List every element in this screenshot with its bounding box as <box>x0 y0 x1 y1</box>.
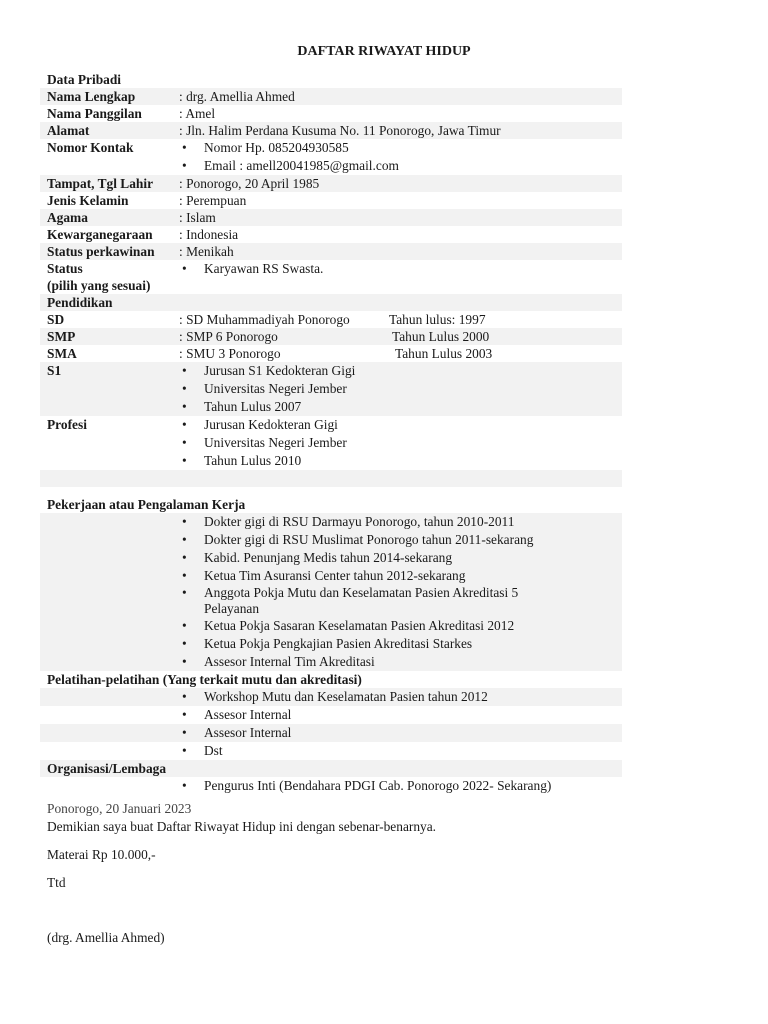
row-jenis-kelamin <box>40 192 622 209</box>
list-item: • Karyawan RS Swasta. <box>179 260 622 278</box>
list-item: • Ketua Pokja Pengkajian Pasien Akreditasi Starkes <box>179 635 622 653</box>
year: Tahun Lulus 2000 <box>392 329 490 344</box>
list-item: • Ketua Pokja Sasaran Keselamatan Pasien Akreditasi 2012 <box>179 617 622 635</box>
label: SD <box>47 312 65 327</box>
value: : SD Muhammadiyah Ponorogo <box>179 312 350 327</box>
list-item: • Anggota Pokja Mutu dan Keselamatan Pasien Akreditasi 5 Pelayanan <box>179 585 622 617</box>
list-item: • Email : amell20041985@gmail.com <box>179 157 622 175</box>
label: Jenis Kelamin <box>47 193 129 208</box>
label: Nama Lengkap <box>47 89 136 104</box>
list-item: • Universitas Negeri Jember <box>179 434 622 452</box>
label: Agama <box>47 210 88 225</box>
list-item: • Tahun Lulus 2007 <box>179 398 622 416</box>
section-heading-data-pribadi: Data Pribadi <box>47 72 122 87</box>
row-sd <box>40 311 622 328</box>
year: Tahun Lulus 2003 <box>395 346 493 361</box>
row-pelatihan-1 <box>40 688 622 706</box>
list-item: • Pengurus Inti (Bendahara PDGI Cab. Ponorogo 2022- Sekarang) <box>179 777 622 795</box>
row-sma <box>40 345 622 362</box>
label: Tampat, Tgl Lahir <box>47 176 154 191</box>
row-pelatihan-3 <box>40 724 622 742</box>
s1-list <box>179 362 622 416</box>
row-smp <box>40 328 622 345</box>
row-pelatihan-4 <box>40 742 622 760</box>
value: : Islam <box>179 210 216 225</box>
label: Kewarganegaraan <box>47 227 153 242</box>
list-item: • Jurusan Kedokteran Gigi <box>179 416 622 434</box>
list-item: • Kabid. Penunjang Medis tahun 2014-sekarang <box>179 549 622 567</box>
statement-text: Demikian saya buat Daftar Riwayat Hidup ini dengan sebenar-benarnya. <box>47 819 437 834</box>
row-profesi <box>40 416 622 470</box>
document-title: DAFTAR RIWAYAT HIDUP <box>297 44 471 59</box>
row-nama-lengkap <box>40 88 622 105</box>
materai-text: Materai Rp 10.000,- <box>47 847 156 862</box>
list-item: • Ketua Tim Asuransi Center tahun 2012-sekarang <box>179 567 622 585</box>
document-footer <box>47 800 687 947</box>
value: : drg. Amellia Ahmed <box>179 89 295 104</box>
section-heading-organisasi: Organisasi/Lembaga <box>40 760 622 777</box>
profesi-list <box>179 416 622 470</box>
section-heading-pendidikan: Pendidikan <box>40 294 622 311</box>
value: : SMP 6 Ponorogo <box>179 329 278 344</box>
label: SMP <box>47 329 76 344</box>
signature-name: (drg. Amellia Ahmed) <box>47 930 165 945</box>
section-heading-pelatihan: Pelatihan-pelatihan (Yang terkait mutu dan akreditasi) <box>47 672 362 687</box>
label: Nomor Kontak <box>47 140 134 155</box>
section-heading-pekerjaan: Pekerjaan atau Pengalaman Kerja <box>47 497 246 512</box>
value: : SMU 3 Ponorogo <box>179 346 281 361</box>
list-item: • Tahun Lulus 2010 <box>179 452 622 470</box>
list-item: • Assesor Internal Tim Akreditasi <box>179 653 622 671</box>
row-organisasi <box>40 777 622 795</box>
value: : Jln. Halim Perdana Kusuma No. 11 Ponorogo, Jawa Timur <box>179 123 501 138</box>
list-item: • Jurusan S1 Kedokteran Gigi <box>179 362 622 380</box>
status-list <box>179 260 622 278</box>
value: : Perempuan <box>179 193 247 208</box>
list-item: • Universitas Negeri Jember <box>179 380 622 398</box>
label: SMA <box>47 346 77 361</box>
value: : Ponorogo, 20 April 1985 <box>179 176 320 191</box>
cv-table <box>40 71 622 795</box>
row-s1 <box>40 362 622 416</box>
label: S1 <box>47 363 62 378</box>
value: : Indonesia <box>179 227 239 242</box>
list-item: • Assesor Internal <box>179 706 622 724</box>
row-status <box>40 260 622 294</box>
list-item: • Assesor Internal <box>179 724 622 742</box>
signing-date: Ponorogo, 20 Januari 2023 <box>47 801 192 816</box>
list-item: • Dokter gigi di RSU Muslimat Ponorogo tahun 2011-sekarang <box>179 531 622 549</box>
value: : Menikah <box>179 244 234 259</box>
year: Tahun lulus: 1997 <box>389 312 486 327</box>
label: Nama Panggilan <box>47 106 142 121</box>
row-agama <box>40 209 622 226</box>
spacer-row <box>40 487 622 496</box>
ttd-text: Ttd <box>47 875 66 890</box>
list-item: • Workshop Mutu dan Keselamatan Pasien tahun 2012 <box>179 688 622 706</box>
row-nama-panggilan <box>40 105 622 122</box>
row-nomor-kontak <box>40 139 622 175</box>
row-kewarganegaraan <box>40 226 622 243</box>
contact-list <box>179 139 622 175</box>
row-pelatihan-2 <box>40 706 622 724</box>
row-alamat <box>40 122 622 139</box>
list-item: • Dst <box>179 742 622 760</box>
label: Status (pilih yang sesuai) <box>47 261 151 293</box>
value: : Amel <box>179 106 216 121</box>
label: Alamat <box>47 123 90 138</box>
row-status-perkawinan <box>40 243 622 260</box>
pekerjaan-list <box>179 513 622 671</box>
label: Status perkawinan <box>47 244 155 259</box>
row-ttl <box>40 175 622 192</box>
label: Profesi <box>47 417 87 432</box>
list-item: • Nomor Hp. 085204930585 <box>179 139 622 157</box>
list-item: • Dokter gigi di RSU Darmayu Ponorogo, tahun 2010-2011 <box>179 513 622 531</box>
row-pekerjaan <box>40 513 622 671</box>
spacer-row <box>40 470 622 487</box>
